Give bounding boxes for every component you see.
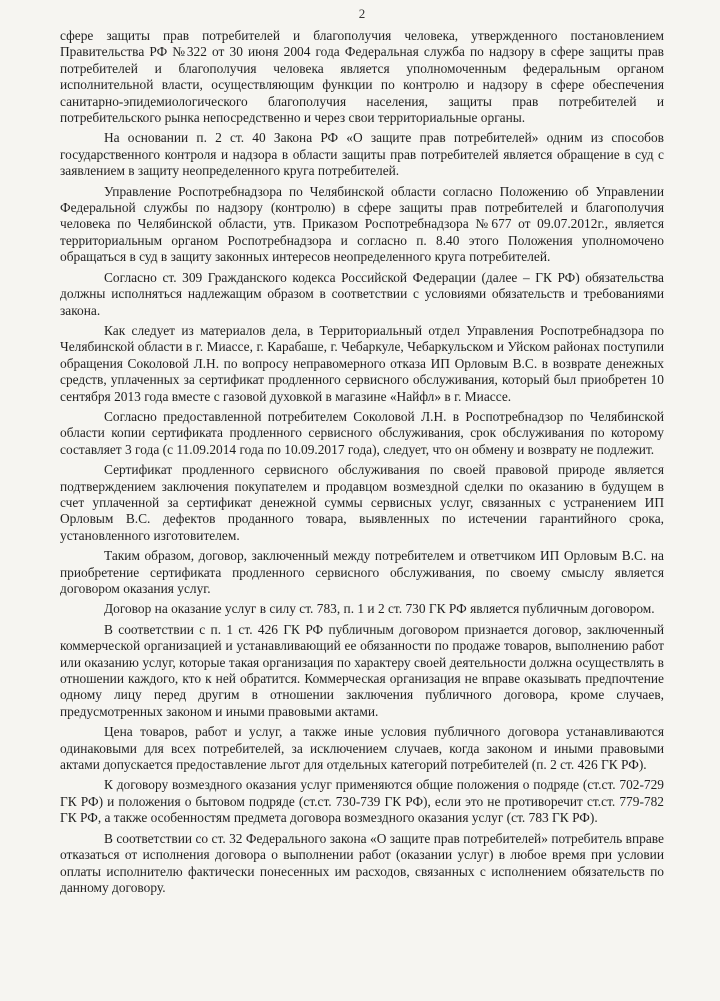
page-number: 2 xyxy=(358,6,366,21)
paragraph-7: Сертификат продленного сервисного обслуживания по своей правовой природе является подтверждением заключения покупателем и продавцом возмездной сделки по оказанию в будущем в счет уплаченной за сертификат денежной суммы сервисных услуг, связанных с устранением ИП Орловым В.С. дефектов проданного товара, выявленных по истечении гарантийного срока, установленного изготовителем. xyxy=(60,462,664,543)
paragraph-11: Цена товаров, работ и услуг, а также иные условия публичного договора устанавливаются одинаковыми для всех потребителей, за исключением случаев, когда законом и иными правовыми актами допускается предоставление льгот для отдельных категорий потребителей (п. 2 ст. 426 ГК РФ). xyxy=(60,724,664,773)
paragraph-9: Договор на оказание услуг в силу ст. 783, п. 1 и 2 ст. 730 ГК РФ является публичным договором. xyxy=(104,601,655,617)
paragraph-6: Согласно предоставленной потребителем Соколовой Л.Н. в Роспотребнадзор по Челябинской области копии сертификата продленного сервисного обслуживания, срок обслуживания по которому составляет 3 года (с 11.09.2014 года по 10.09.2017 года), следует, что он обмену и возврату не подлежит. xyxy=(60,408,664,457)
paragraph-2: На основании п. 2 ст. 40 Закона РФ «О защите прав потребителей» одним из способов государственного контроля и надзора в области защиты прав потребителей является обращение в суд с заявлением в защиту неопределенного круга потребителей. xyxy=(60,130,664,179)
paragraph-3: Управление Роспотребнадзора по Челябинской области согласно Положению об Управлении Федеральной службы по надзору (контролю) в сфере защиты прав потребителей и благополучия человека по Челябинской области, утв. Приказом Роспотребнадзора №677 от 09.07.2012г., является территориальным органом Роспотребнадзора и согласно п. 8.40 этого Положения уполномочено обращаться в суд в защиту законных интересов неопределенного круга потребителей. xyxy=(60,183,664,265)
paragraph-8: Таким образом, договор, заключенный между потребителем и ответчиком ИП Орловым В.С. на приобретение сертификата продленного сервисного обслуживания, по своему смыслу является договором оказания услуг. xyxy=(60,548,664,596)
paragraph-4: Согласно ст. 309 Гражданского кодекса Российской Федерации (далее – ГК РФ) обязательства должны исполняться надлежащим образом в соответствии с условиями обязательств и требованиями закона. xyxy=(60,269,664,318)
paragraph-1: сфере защиты прав потребителей и благополучия человека, утвержденного постановлением Правительства РФ №322 от 30 июня 2004 года Федеральная служба по надзору в сфере защиты прав потребителей и благополучия человека является уполномоченным федеральным органом исполнительной власти, осуществляющим функции по контролю и надзору в сфере обеспечения санитарно-эпидемиологического благополучия населения, защиты прав потребителей и потребительского рынка непосредственно и через свои территориальные органы. xyxy=(60,28,664,126)
paragraph-5: Как следует из материалов дела, в Территориальный отдел Управления Роспотребнадзора по Челябинской области в г. Миассе, г. Карабаше, г. Чебаркуле, Чебаркульском и Уйском районах поступили обращения Соколовой Л.Н. по вопросу неправомерного отказа ИП Орловым В.С. в возврате денежных средств, уплаченных за сертификат продленного сервисного обслуживания, который был приобретен 10 сентября 2013 года вместе с газовой духовкой в магазине «Найфл» в г. Миассе. xyxy=(60,322,664,404)
paragraph-12: К договору возмездного оказания услуг применяются общие положения о подряде (ст.ст. 702-729 ГК РФ) и положения о бытовом подряде (ст.ст. 730-739 ГК РФ), если это не противоречит ст.ст. 779-782 ГК РФ, а также особенностям предмета договора возмездного оказания услуг (ст. 783 ГК РФ). xyxy=(60,777,664,826)
paragraph-13: В соответствии со ст. 32 Федерального закона «О защите прав потребителей» потребитель вправе отказаться от исполнения договора о выполнении работ (оказании услуг) в любое время при условии оплаты исполнителю фактически понесенных им расходов, связанных с исполнением обязательств по данному договору. xyxy=(60,830,664,895)
paragraph-10: В соответствии с п. 1 ст. 426 ГК РФ публичным договором признается договор, заключенный коммерческой организацией и устанавливающий ее обязанности по продаже товаров, выполнению работ или оказанию услуг, которые такая организация по характеру своей деятельности должна осуществлять в отношении каждого, кто к ней обратится. Коммерческая организация не вправе оказывать предпочтение одному лицу перед другим в отношении заключения публичного договора, кроме случаев, предусмотренных законом и иными правовыми актами. xyxy=(60,621,664,719)
